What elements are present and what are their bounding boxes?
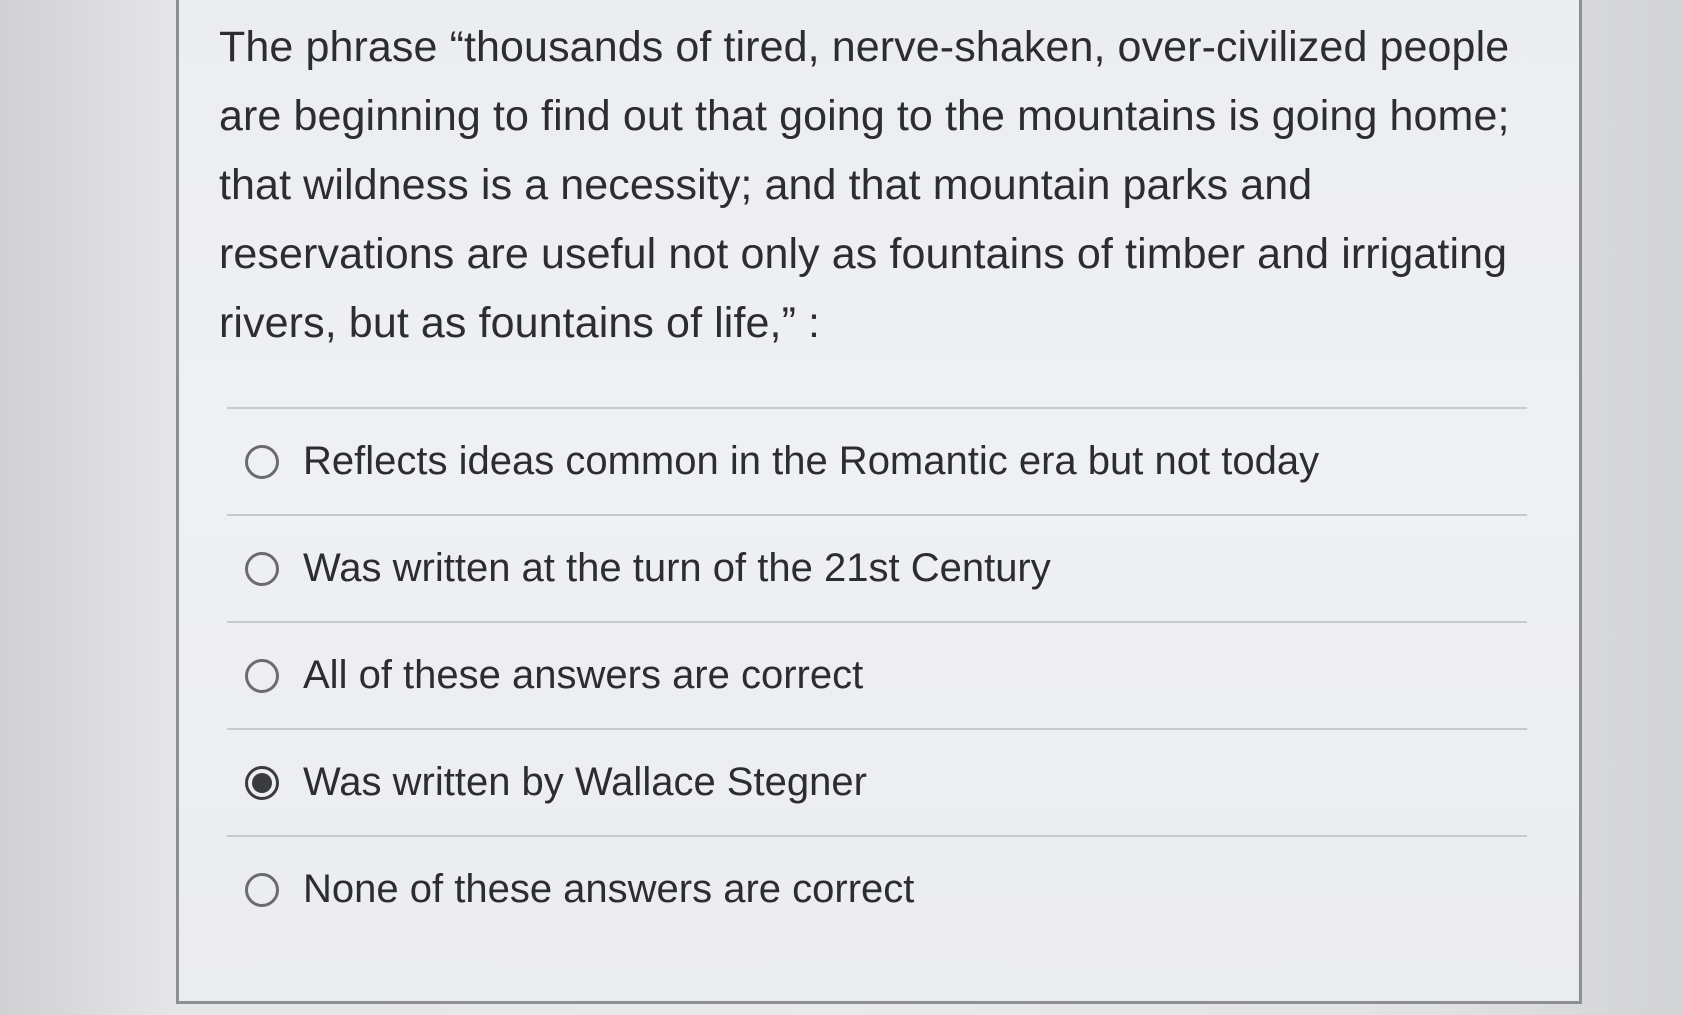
answer-option-4[interactable] (227, 730, 1527, 835)
radio-dot-icon (252, 773, 272, 793)
answer-label: All of these answers are correct (303, 653, 864, 697)
answer-label: Was written at the turn of the 21st Century (303, 546, 1051, 590)
answer-option-3[interactable] (227, 623, 1527, 728)
answer-options (227, 407, 1527, 942)
radio-unchecked-icon[interactable] (245, 445, 279, 479)
radio-unchecked-icon[interactable] (245, 552, 279, 586)
answer-label: Reflects ideas common in the Romantic era but not today (303, 439, 1320, 483)
radio-unchecked-icon[interactable] (245, 659, 279, 693)
answer-option-1[interactable] (227, 409, 1527, 514)
answer-option-5[interactable] (227, 837, 1527, 942)
answer-label: Was written by Wallace Stegner (303, 760, 867, 804)
question-card (176, 0, 1582, 1004)
answer-option-2[interactable] (227, 516, 1527, 621)
question-prompt: The phrase “thousands of tired, nerve-shaken, over-civilized people are beginning to find out that going to the mountains is going home; that wildness is a necessity; and that mountain parks and reservations are useful not only as fountains of timber and irrigating rivers, but as fountains of life,” : (219, 23, 1510, 347)
radio-unchecked-icon[interactable] (245, 873, 279, 907)
answer-label: None of these answers are correct (303, 867, 915, 911)
radio-checked-icon[interactable] (245, 766, 279, 800)
